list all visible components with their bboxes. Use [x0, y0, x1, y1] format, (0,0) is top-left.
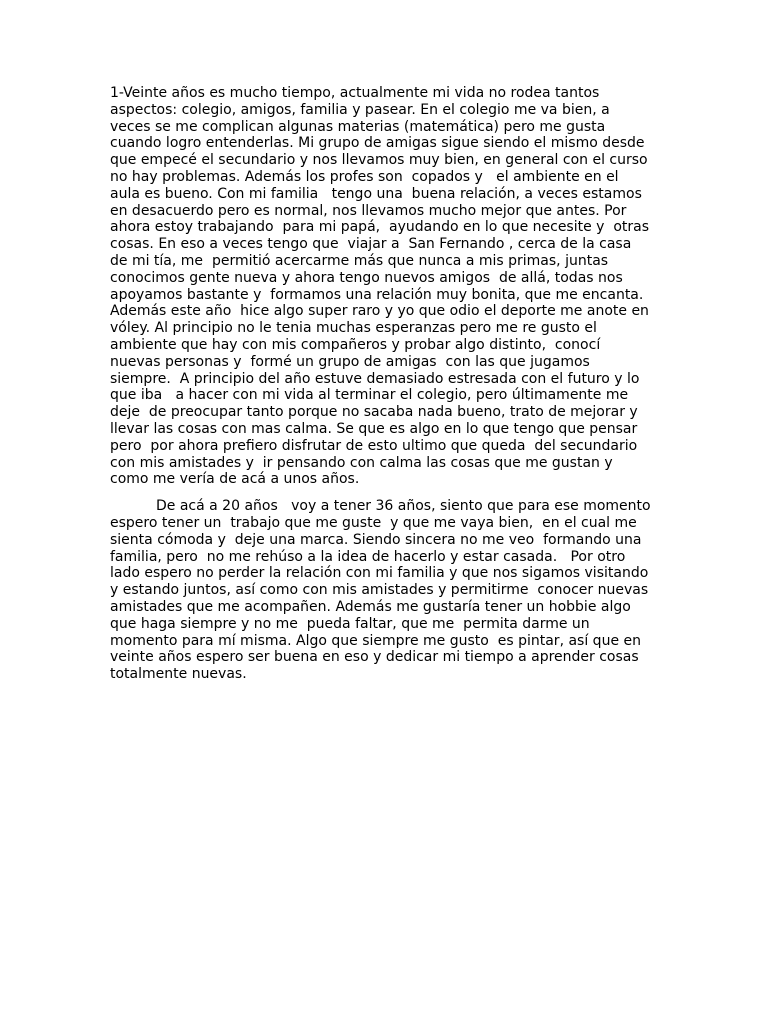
text-line: nuevas personas y formé un grupo de amigas con las que jugamos: [110, 353, 590, 370]
text-line: ahora estoy trabajando para mi papá, ayudando en lo que necesite y otras: [110, 219, 650, 236]
text-line: aspectos: colegio, amigos, familia y pasear. En el colegio me va bien, a: [110, 101, 610, 118]
text-line: como me vería de acá a unos años.: [110, 471, 360, 488]
text-line: con mis amistades y ir pensando con calma las cosas que me gustan y: [110, 454, 613, 471]
text-line: totalmente nuevas.: [110, 666, 247, 683]
paragraph-2: [110, 498, 665, 683]
text-line: espero tener un trabajo que me guste y que me vaya bien, en el cual me: [110, 514, 637, 531]
text-line: siempre. A principio del año estuve demasiado estresada con el futuro y lo: [110, 370, 640, 387]
text-line: amistades que me acompañen. Además me gustaría tener un hobbie algo: [110, 598, 631, 615]
text-line: que haga siempre y no me pueda faltar, que me permita darme un: [110, 615, 590, 632]
text-line: apoyamos bastante y formamos una relación muy bonita, que me encanta.: [110, 286, 644, 303]
text-line: deje de preocupar tanto porque no sacaba nada bueno, trato de mejorar y: [110, 404, 638, 421]
text-line: cosas. En eso a veces tengo que viajar a San Fernando , cerca de la casa: [110, 236, 632, 253]
text-line: sienta cómoda y deje una marca. Siendo sincera no me veo formando una: [110, 531, 642, 548]
paragraph-1: [110, 85, 665, 488]
text-line: momento para mí misma. Algo que siempre me gusto es pintar, así que en: [110, 632, 641, 649]
text-line: y estando juntos, así como con mis amistades y permitirme conocer nuevas: [110, 582, 649, 599]
text-line: Además este año hice algo super raro y yo que odio el deporte me anote en: [110, 303, 649, 320]
text-line: conocimos gente nueva y ahora tengo nuevos amigos de allá, todas nos: [110, 269, 623, 286]
text-line: no hay problemas. Además los profes son copados y el ambiente en el: [110, 168, 619, 185]
text-line: vóley. Al principio no le tenia muchas esperanzas pero me re gusto el: [110, 320, 597, 337]
text-line: de mi tía, me permitió acercarme más que nunca a mis primas, juntas: [110, 252, 609, 269]
text-line: veces se me complican algunas materias (matemática) pero me gusta: [110, 118, 606, 135]
text-line: que empecé el secundario y nos llevamos muy bien, en general con el curso: [110, 152, 648, 169]
text-line: llevar las cosas con mas calma. Se que es algo en lo que tengo que pensar: [110, 420, 638, 437]
text-line: cuando logro entenderlas. Mi grupo de amigas sigue siendo el mismo desde: [110, 135, 645, 152]
text-line: 1-Veinte años es mucho tiempo, actualmente mi vida no rodea tantos: [110, 85, 600, 101]
text-line: veinte años espero ser buena en eso y dedicar mi tiempo a aprender cosas: [110, 649, 639, 666]
text-line: en desacuerdo pero es normal, nos llevamos mucho mejor que antes. Por: [110, 202, 627, 219]
text-line: pero por ahora prefiero disfrutar de esto ultimo que queda del secundario: [110, 437, 638, 454]
text-line: que iba a hacer con mi vida al terminar el colegio, pero últimamente me: [110, 387, 629, 404]
text-line: ambiente que hay con mis compañeros y probar algo distinto, conocí: [110, 336, 601, 353]
text-line: De acá a 20 años voy a tener 36 años, siento que para ese momento: [156, 498, 651, 515]
text-line: aula es bueno. Con mi familia tengo una buena relación, a veces estamos: [110, 185, 642, 202]
document-body: [110, 85, 665, 683]
text-line: lado espero no perder la relación con mi familia y que nos sigamos visitando: [110, 565, 649, 582]
text-line: familia, pero no me rehúso a la idea de hacerlo y estar casada. Por otro: [110, 548, 626, 565]
